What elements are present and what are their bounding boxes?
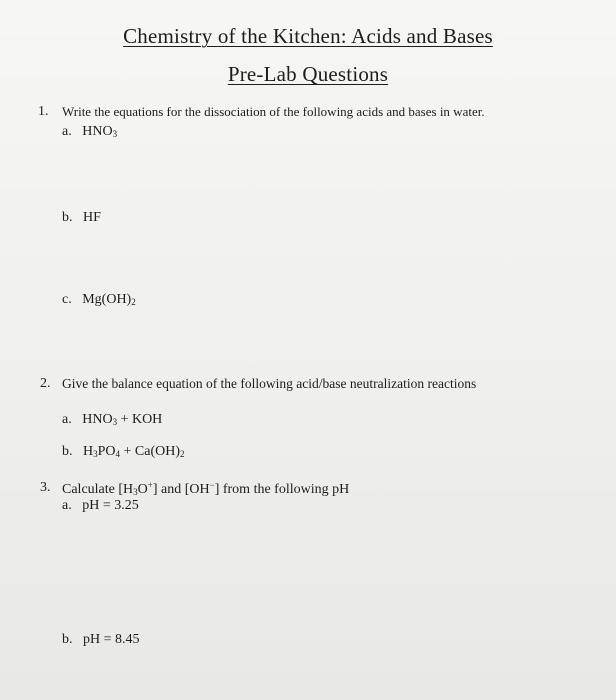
q2-part-a <box>62 412 162 428</box>
q1-part-b <box>62 210 101 226</box>
q2-number: 2. <box>40 376 51 391</box>
q1-number: 1. <box>38 104 49 119</box>
q2-prompt: Give the balance equation of the following acid/base neutralization reactions <box>62 376 477 391</box>
q2-part-b-s3: 2 <box>180 449 185 459</box>
q1-part-c <box>62 292 136 308</box>
q2-part-b-letter: b. <box>62 444 73 459</box>
q3-part-b-letter: b. <box>62 632 73 647</box>
q2-part-b <box>62 444 185 460</box>
q3-part-b-text: pH = 8.45 <box>83 632 140 647</box>
q2-part-b-s1: 3 <box>93 449 98 459</box>
q3-prompt-sup1: + <box>147 480 153 490</box>
q3-part-a-text: pH = 3.25 <box>82 498 139 513</box>
q2-part-b-s2: 4 <box>115 449 121 459</box>
q1-part-c-sub: 2 <box>131 297 136 307</box>
q3-prompt-sup2: − <box>209 480 215 490</box>
q2-part-a-rest: + KOH <box>117 412 163 427</box>
q1-part-a-formula: HNO <box>82 124 113 139</box>
q1-part-c-formula: Mg(OH) <box>82 292 132 307</box>
q3-prompt-p2: O <box>137 482 148 497</box>
q1-part-a-sub: 3 <box>112 129 118 139</box>
q3-prompt-p3: ] and [OH <box>152 482 210 497</box>
q3-prompt <box>62 480 349 498</box>
q3-prompt-s1: 3 <box>133 487 138 497</box>
q2-part-b-f1: H <box>83 444 94 459</box>
q1-part-b-letter: b. <box>62 210 73 225</box>
q1-part-b-formula: HF <box>83 210 101 225</box>
q2-part-b-f2: PO <box>97 444 116 459</box>
q3-prompt-p1: Calculate [H <box>62 482 134 497</box>
q2-part-a-s1: 3 <box>112 417 118 427</box>
q2-part-a-letter: a. <box>62 412 72 427</box>
q3-part-a <box>62 498 139 514</box>
q1-part-a-letter: a. <box>62 124 72 139</box>
q1-part-a <box>62 124 117 140</box>
q3-number: 3. <box>40 480 51 495</box>
q3-part-b <box>62 632 140 648</box>
page-subtitle: Pre-Lab Questions <box>227 62 389 86</box>
page-title: Chemistry of the Kitchen: Acids and Bases <box>123 24 493 48</box>
q2-part-b-f3: + Ca(OH) <box>120 444 181 459</box>
q1-part-c-letter: c. <box>62 292 72 307</box>
q1-prompt: Write the equations for the dissociation of the following acids and bases in water. <box>62 104 485 119</box>
q3-part-a-letter: a. <box>62 498 72 513</box>
q3-prompt-p4: ] from the following pH <box>214 482 350 497</box>
q2-part-a-f1: HNO <box>82 412 113 427</box>
